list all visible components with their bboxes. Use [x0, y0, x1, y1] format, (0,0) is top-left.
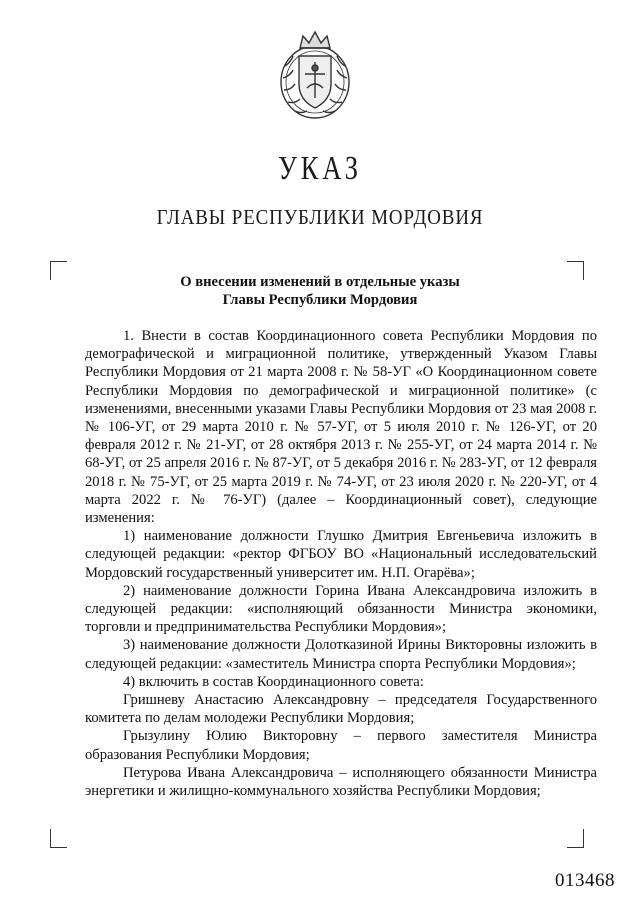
- frame-corner-bottom-left: [50, 829, 67, 848]
- decree-subject-line-1: О внесении изменений в отдельные указы: [180, 274, 460, 290]
- paragraph: 1) наименование должности Глушко Дмитрия Евгеньевича изложить в следующей редакции: «ректор ФГБОУ ВО «Национальный исследовательский Мордовский государственный университет им. Н.П. Огарёва»;: [85, 528, 597, 581]
- form-serial-number: 013468: [555, 870, 615, 891]
- paragraph: Грызулину Юлию Викторовну – первого заместителя Министра образования Республики Мордовия;: [85, 728, 597, 763]
- decree-subject-line-2: Главы Республики Мордовия: [222, 292, 418, 308]
- paragraph: 2) наименование должности Горина Ивана Александровича изложить в следующей редакции: «исполняющий обязанности Министра экономики, торговли и предпринимательства Республики Мордовия»;: [85, 582, 597, 636]
- paragraph: 1. Внести в состав Координационного совета Республики Мордовия по демографической и миграционной политике, утвержденный Указом Главы Республики Мордовия от 21 марта 2008 г. № 58-УГ «О Координационном совете Республики Мордовия по демографической и миграционной политике» (с изменениями, внесенными указами Главы Республики Мордовия от 23 мая 2008 г. № 106-УГ, от 29 марта 2010 г. № 57-УГ, от 5 июля 2010 г. № 126-УГ, от 20 февраля 2012 г. № 21-УГ, от 28 октября 2013 г. № 255-УГ, от 24 марта 2014 г. № 68-УГ, от 25 апреля 2016 г. № 87-УГ, от 5 декабря 2016 г. № 283-УГ, от 12 февраля 2018 г. № 75-УГ, от 25 марта 2019 г. № 74-УГ, от 23 июля 2020 г. № 220-УГ, от 4 марта 2022 г. № 76-УГ) (далее – Координационный совет), следующие изменения:: [85, 328, 597, 527]
- decree-body: [85, 327, 597, 800]
- decree-subject: [0, 273, 640, 309]
- paragraph: Гришневу Анастасию Александровну – председателя Государственного комитета по делам молодежи Республики Мордовия;: [85, 692, 597, 727]
- paragraph: Петурова Ивана Александровича – исполняющего обязанности Министра энергетики и жилищно-коммунального хозяйства Республики Мордовия;: [85, 764, 597, 800]
- issuer-title: ГЛАВЫ РЕСПУБЛИКИ МОРДОВИЯ: [156, 205, 484, 229]
- decree-title: УКАЗ: [278, 150, 362, 187]
- coat-of-arms-emblem: [273, 26, 357, 122]
- frame-corner-bottom-right: [567, 829, 584, 848]
- paragraph: 3) наименование должности Долотказиной Ирины Викторовны изложить в следующей редакции: «заместитель Министра спорта Республики Мордовия»;: [85, 637, 597, 672]
- paragraph: 4) включить в состав Координационного совета:: [123, 673, 424, 690]
